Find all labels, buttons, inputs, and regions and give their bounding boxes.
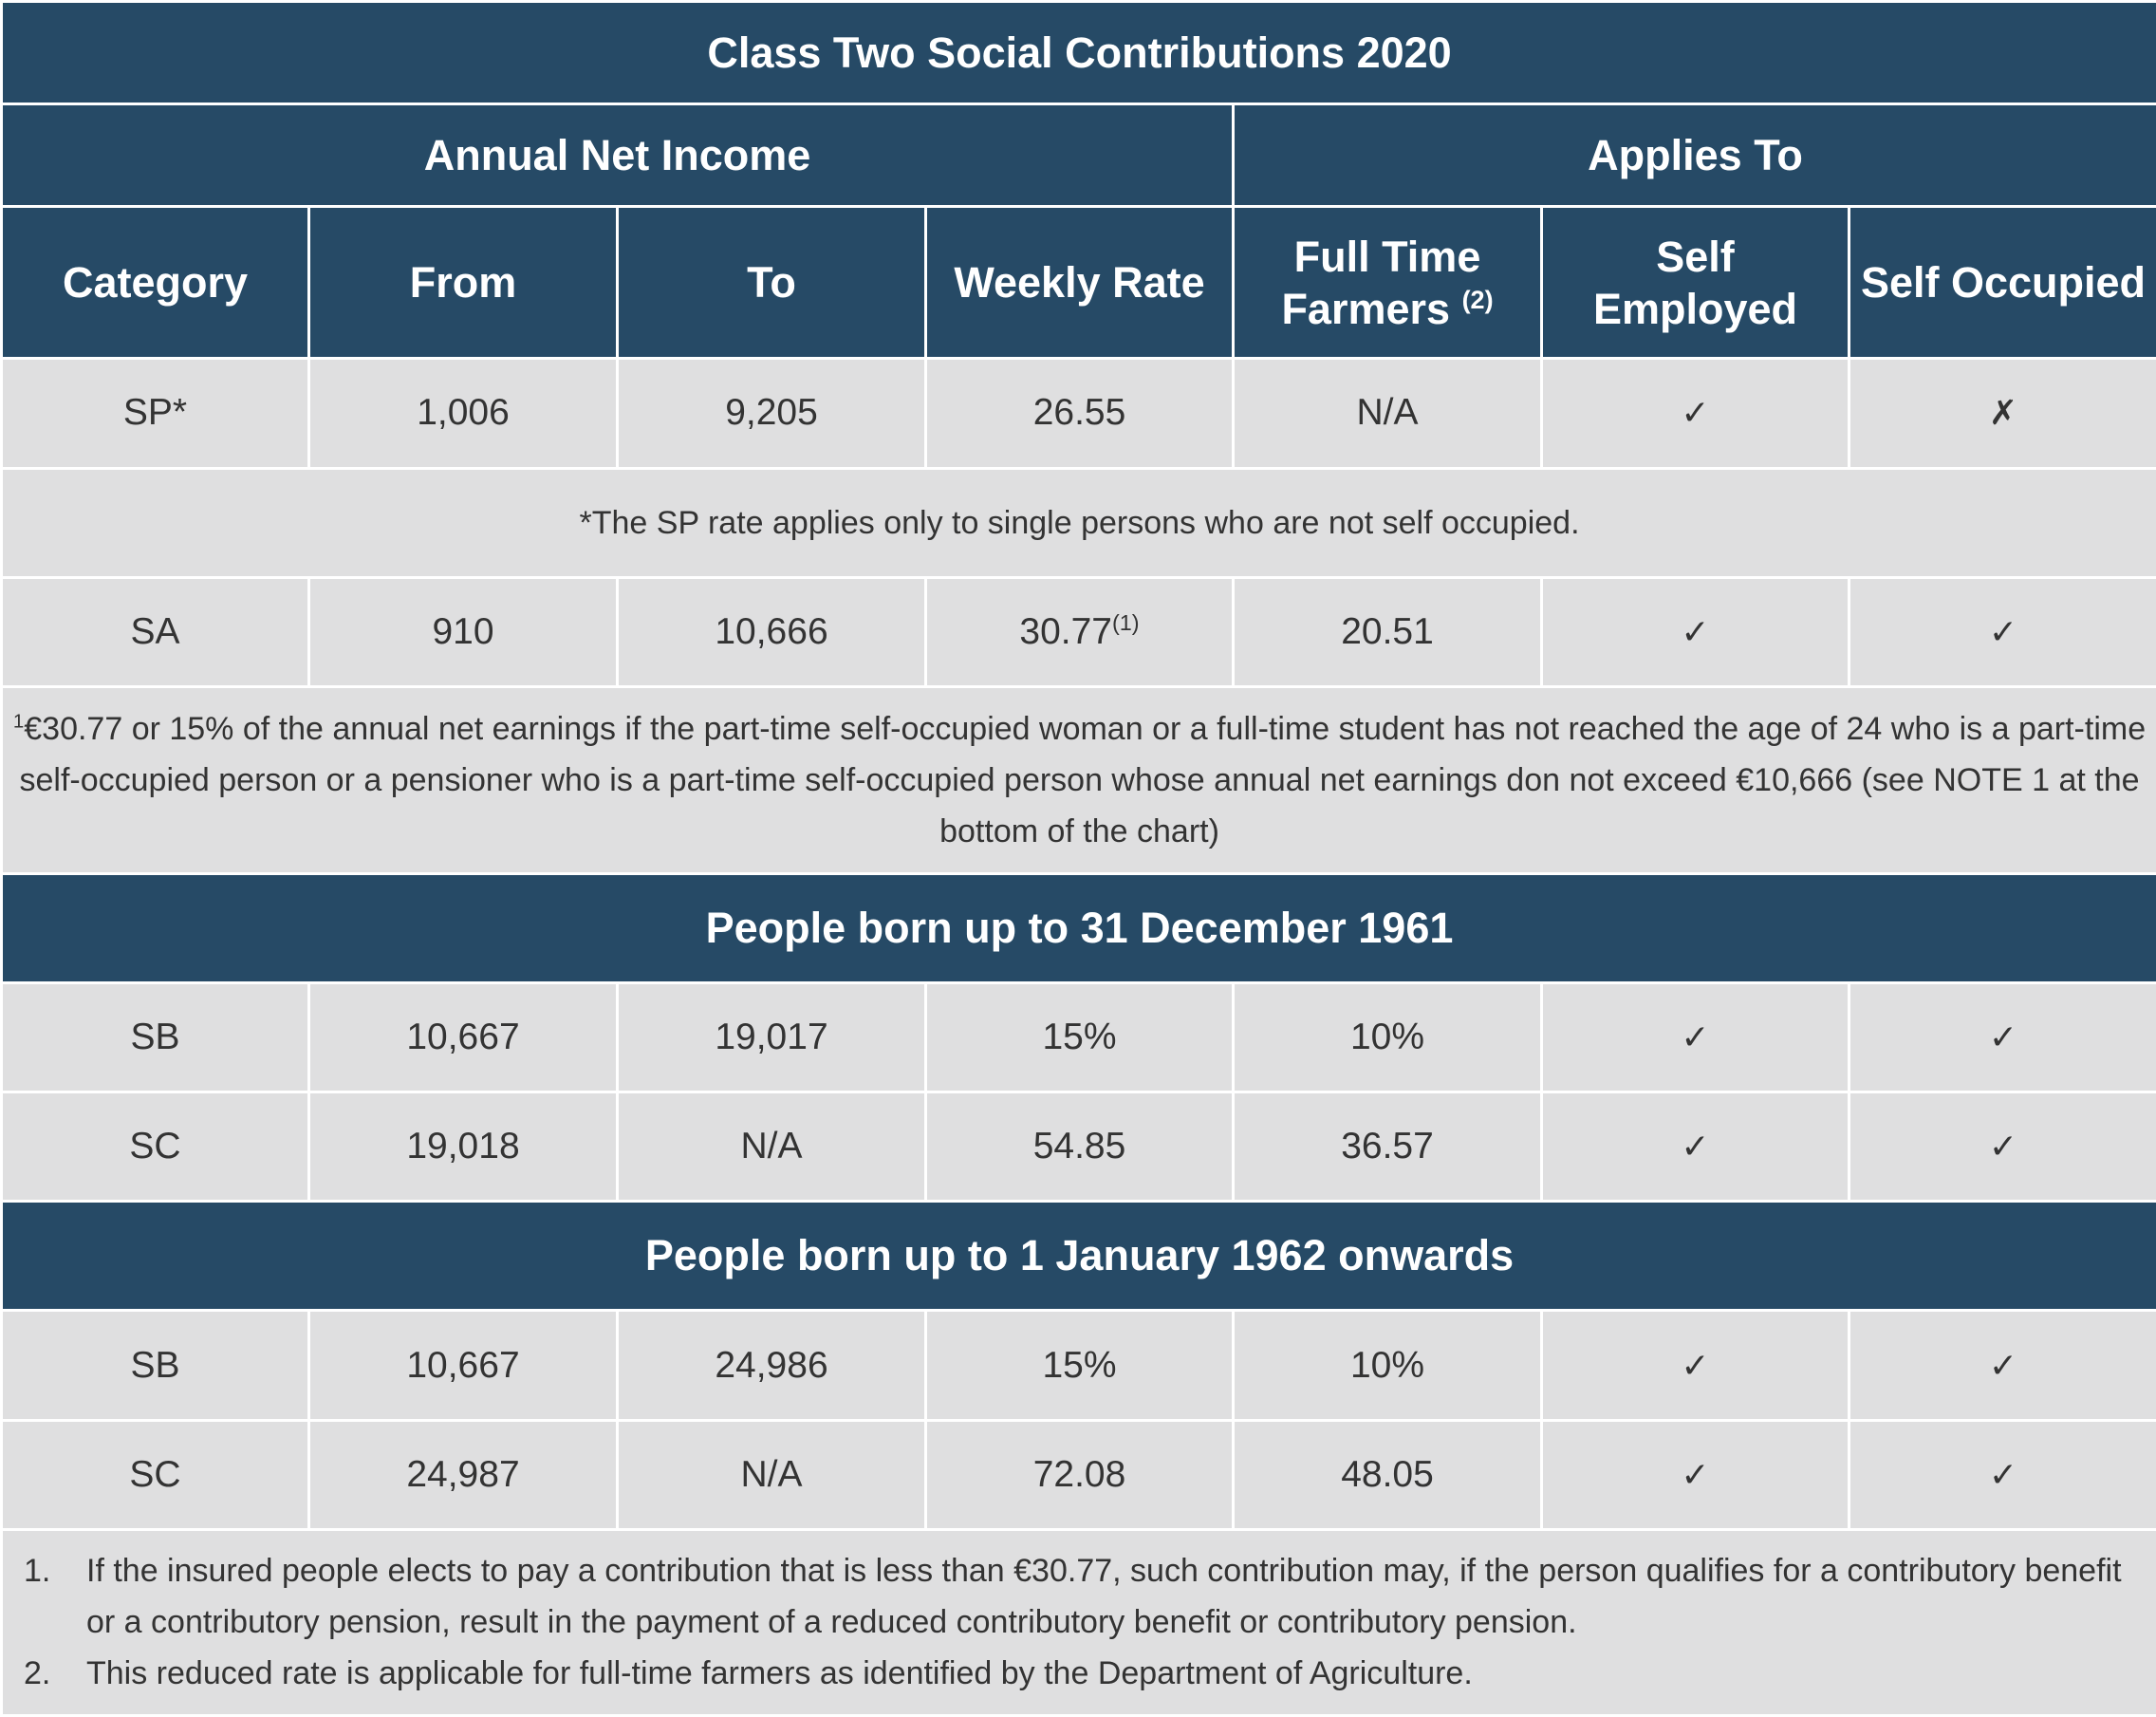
check-icon: ✓: [1681, 394, 1710, 434]
table-row: [2, 1420, 2156, 1529]
cell-category: SC: [2, 1420, 309, 1529]
cell-to: 10,666: [618, 577, 926, 686]
footnote-number: 2.: [24, 1655, 51, 1692]
footnote-2: [24, 1648, 2135, 1699]
cell-self-employed: [1542, 1420, 1849, 1529]
cell-self-employed: [1542, 1311, 1849, 1420]
column-header-from: From: [309, 207, 618, 359]
farmers-label: Full Time Farmers: [1281, 232, 1481, 333]
cell-farmers: 10%: [1234, 1311, 1542, 1420]
cell-category: SP*: [2, 359, 309, 468]
weekly-rate-ref: (1): [1112, 609, 1140, 635]
cell-category: SA: [2, 577, 309, 686]
check-icon: ✓: [1988, 612, 2018, 652]
cell-farmers: 10%: [1234, 983, 1542, 1092]
cell-to: 24,986: [618, 1311, 926, 1420]
section-header-1962: People born up to 1 January 1962 onwards: [2, 1202, 2156, 1311]
table-row-sa: [2, 577, 2156, 686]
cell-from: 1,006: [309, 359, 618, 468]
table-title: Class Two Social Contributions 2020: [2, 2, 2156, 104]
section-header-1961: People born up to 31 December 1961: [2, 873, 2156, 982]
footnotes: [2, 1529, 2156, 1715]
cell-to: 19,017: [618, 983, 926, 1092]
cross-icon: ✗: [1988, 394, 2018, 434]
cell-self-employed: [1542, 359, 1849, 468]
check-icon: ✓: [1681, 1455, 1710, 1495]
farmers-ref: (2): [1461, 285, 1494, 314]
cell-self-employed: [1542, 1092, 1849, 1202]
cell-from: 19,018: [309, 1092, 618, 1202]
table-row: [2, 1092, 2156, 1202]
cell-farmers: 20.51: [1234, 577, 1542, 686]
check-icon: ✓: [1988, 1346, 2018, 1386]
cell-weekly-rate: 15%: [926, 1311, 1234, 1420]
column-header-self-occupied: Self Occupied: [1849, 207, 2156, 359]
cell-farmers: 36.57: [1234, 1092, 1542, 1202]
cell-self-occupied: [1849, 983, 2156, 1092]
column-header-weekly-rate: Weekly Rate: [926, 207, 1234, 359]
cell-weekly-rate: 15%: [926, 983, 1234, 1092]
group-header-income: Annual Net Income: [2, 104, 1234, 207]
sp-note: *The SP rate applies only to single persons who are not self occupied.: [2, 468, 2156, 577]
cell-farmers: 48.05: [1234, 1420, 1542, 1529]
check-icon: ✓: [1681, 1128, 1710, 1167]
footnote-text: This reduced rate is applicable for full-time farmers as identified by the Department of Agriculture.: [86, 1655, 1473, 1692]
footnote-text: If the insured people elects to pay a contribution that is less than €30.77, such contribution may, if the person qualifies for a contributory benefit or a contributory pension, result in the payment of a reduced contributory benefit or contributory pension.: [86, 1553, 2122, 1641]
check-icon: ✓: [1988, 1018, 2018, 1058]
check-icon: ✓: [1681, 1346, 1710, 1386]
check-icon: ✓: [1681, 612, 1710, 652]
column-header-category: Category: [2, 207, 309, 359]
cell-self-occupied: [1849, 1311, 2156, 1420]
cell-weekly-rate: 26.55: [926, 359, 1234, 468]
cell-from: 10,667: [309, 983, 618, 1092]
column-header-to: To: [618, 207, 926, 359]
check-icon: ✓: [1681, 1018, 1710, 1058]
cell-self-employed: [1542, 983, 1849, 1092]
cell-self-occupied: [1849, 1092, 2156, 1202]
cell-self-employed: [1542, 577, 1849, 686]
sa-note-text: €30.77 or 15% of the annual net earnings if the part-time self-occupied woman or a full-time student has not reached the age of 24 who is a part-time self-occupied person or a pensioner who is a part-time self-occupied person whose annual net earnings don not exceed €10,666 (see NOTE 1 at the bottom of the chart): [19, 710, 2147, 849]
column-header-self-employed: Self Employed: [1542, 207, 1849, 359]
check-icon: ✓: [1988, 1128, 2018, 1167]
cell-to: N/A: [618, 1420, 926, 1529]
column-header-farmers: [1234, 207, 1542, 359]
cell-farmers: N/A: [1234, 359, 1542, 468]
weekly-rate-value: 30.77: [1019, 610, 1112, 652]
cell-to: 9,205: [618, 359, 926, 468]
cell-from: 10,667: [309, 1311, 618, 1420]
cell-category: SB: [2, 983, 309, 1092]
cell-from: 24,987: [309, 1420, 618, 1529]
cell-weekly-rate: 54.85: [926, 1092, 1234, 1202]
cell-weekly-rate: [926, 577, 1234, 686]
cell-from: 910: [309, 577, 618, 686]
cell-self-occupied: [1849, 1420, 2156, 1529]
sa-note: [2, 686, 2156, 873]
cell-category: SC: [2, 1092, 309, 1202]
footnote-1: [24, 1545, 2135, 1648]
cell-self-occupied: [1849, 577, 2156, 686]
table-row: [2, 1311, 2156, 1420]
sa-note-ref: 1: [12, 711, 25, 733]
check-icon: ✓: [1988, 1455, 2018, 1495]
cell-category: SB: [2, 1311, 309, 1420]
footnote-number: 1.: [24, 1553, 51, 1590]
cell-weekly-rate: 72.08: [926, 1420, 1234, 1529]
cell-self-occupied: [1849, 359, 2156, 468]
group-header-applies: Applies To: [1234, 104, 2156, 207]
cell-to: N/A: [618, 1092, 926, 1202]
table-row-sp: [2, 359, 2156, 468]
table-row: [2, 983, 2156, 1092]
